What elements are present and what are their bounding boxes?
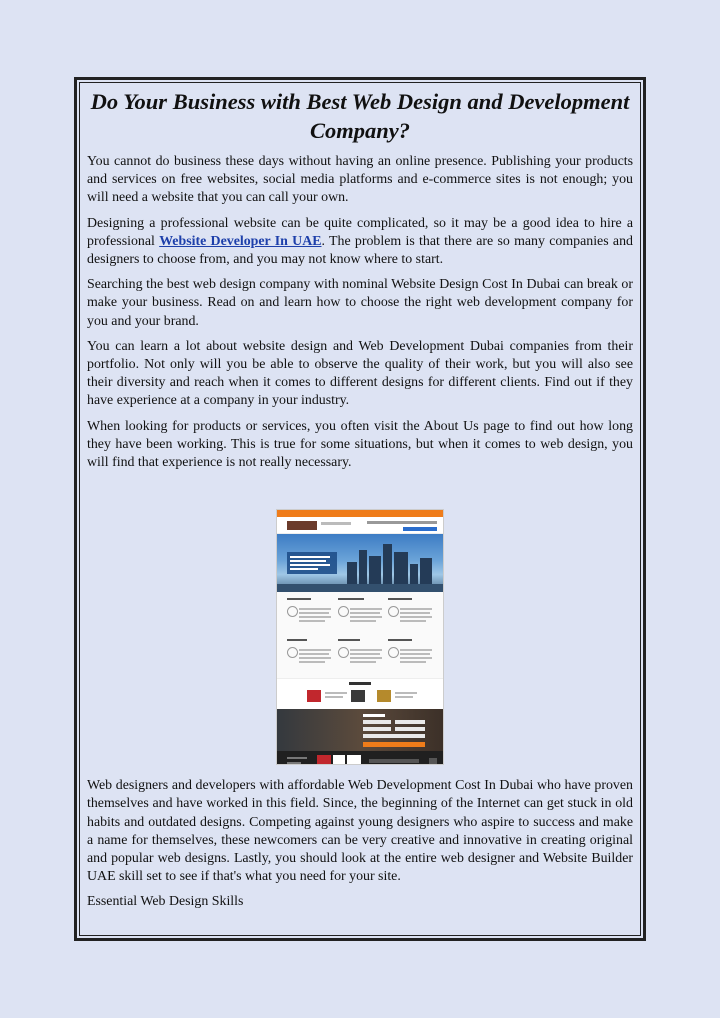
- paragraph-3: Searching the best web design company with nominal Website Design Cost In Dubai can break or make your business. Read on and learn how to choose the right web development company for you and your brand.: [87, 277, 633, 329]
- screenshot-footer: [277, 751, 443, 764]
- screenshot-header: [277, 517, 443, 534]
- website-developer-link[interactable]: Website Developer In UAE: [159, 233, 322, 249]
- screenshot-logo-text: [321, 522, 351, 525]
- paragraph-2: [87, 215, 633, 270]
- screenshot-nav: [367, 521, 437, 524]
- screenshot-get-a-quote: [277, 709, 443, 751]
- paragraph-6: Web designers and developers with affordable Web Development Cost In Dubai who have proven themselves and have worked in this field. Since, the beginning of the Internet can get stuck in old habits and outdated designs. Competing against young designers who aspire to success and make a name for themselves, these newcomers can be very creative and innovative in creating original and popular web designs. Lastly, you should look at the entire web designer and Website Builder UAE skill set to see if that's what you need for your site.: [87, 778, 633, 885]
- screenshot-logo: [287, 521, 317, 530]
- paragraph-2-after: . The problem is that there are so many companies and designers to choose from, and you may not know where to start.: [87, 233, 633, 268]
- paragraph-2-before: Designing a professional website can be quite complicated, so it may be a good idea to hire a professional: [87, 215, 633, 249]
- paragraph-4: You can learn a lot about website design and Web Development Dubai companies from their portfolio. Not only will you be able to observe the quality of their work, but you will also see their diversity and reach when it comes to different designs for different clients. Find out if they have experience at a company in your industry.: [87, 338, 633, 409]
- closing-heading: Essential Web Design Skills: [87, 894, 244, 910]
- document-title: Do Your Business with Best Web Design and Development Company?: [90, 89, 630, 143]
- screenshot-services: [277, 592, 443, 678]
- screenshot-hero-skyline: [277, 534, 443, 592]
- document-body: [87, 87, 633, 919]
- paragraph-1: You cannot do business these days without having an online presence. Publishing your products and services on free websites, social media platforms and e-commerce sites is not enough; you will need a website that you can call your own.: [87, 154, 633, 206]
- screenshot-latest-news: [277, 678, 443, 709]
- screenshot-search: [403, 527, 437, 531]
- screenshot-topbar: [277, 510, 443, 517]
- paragraph-5: When looking for products or services, you often visit the About Us page to find out how long they have been working. This is true for some situations, but when it comes to web design, you will find that experience is not really necessary.: [87, 418, 633, 471]
- website-screenshot-image: [277, 510, 443, 764]
